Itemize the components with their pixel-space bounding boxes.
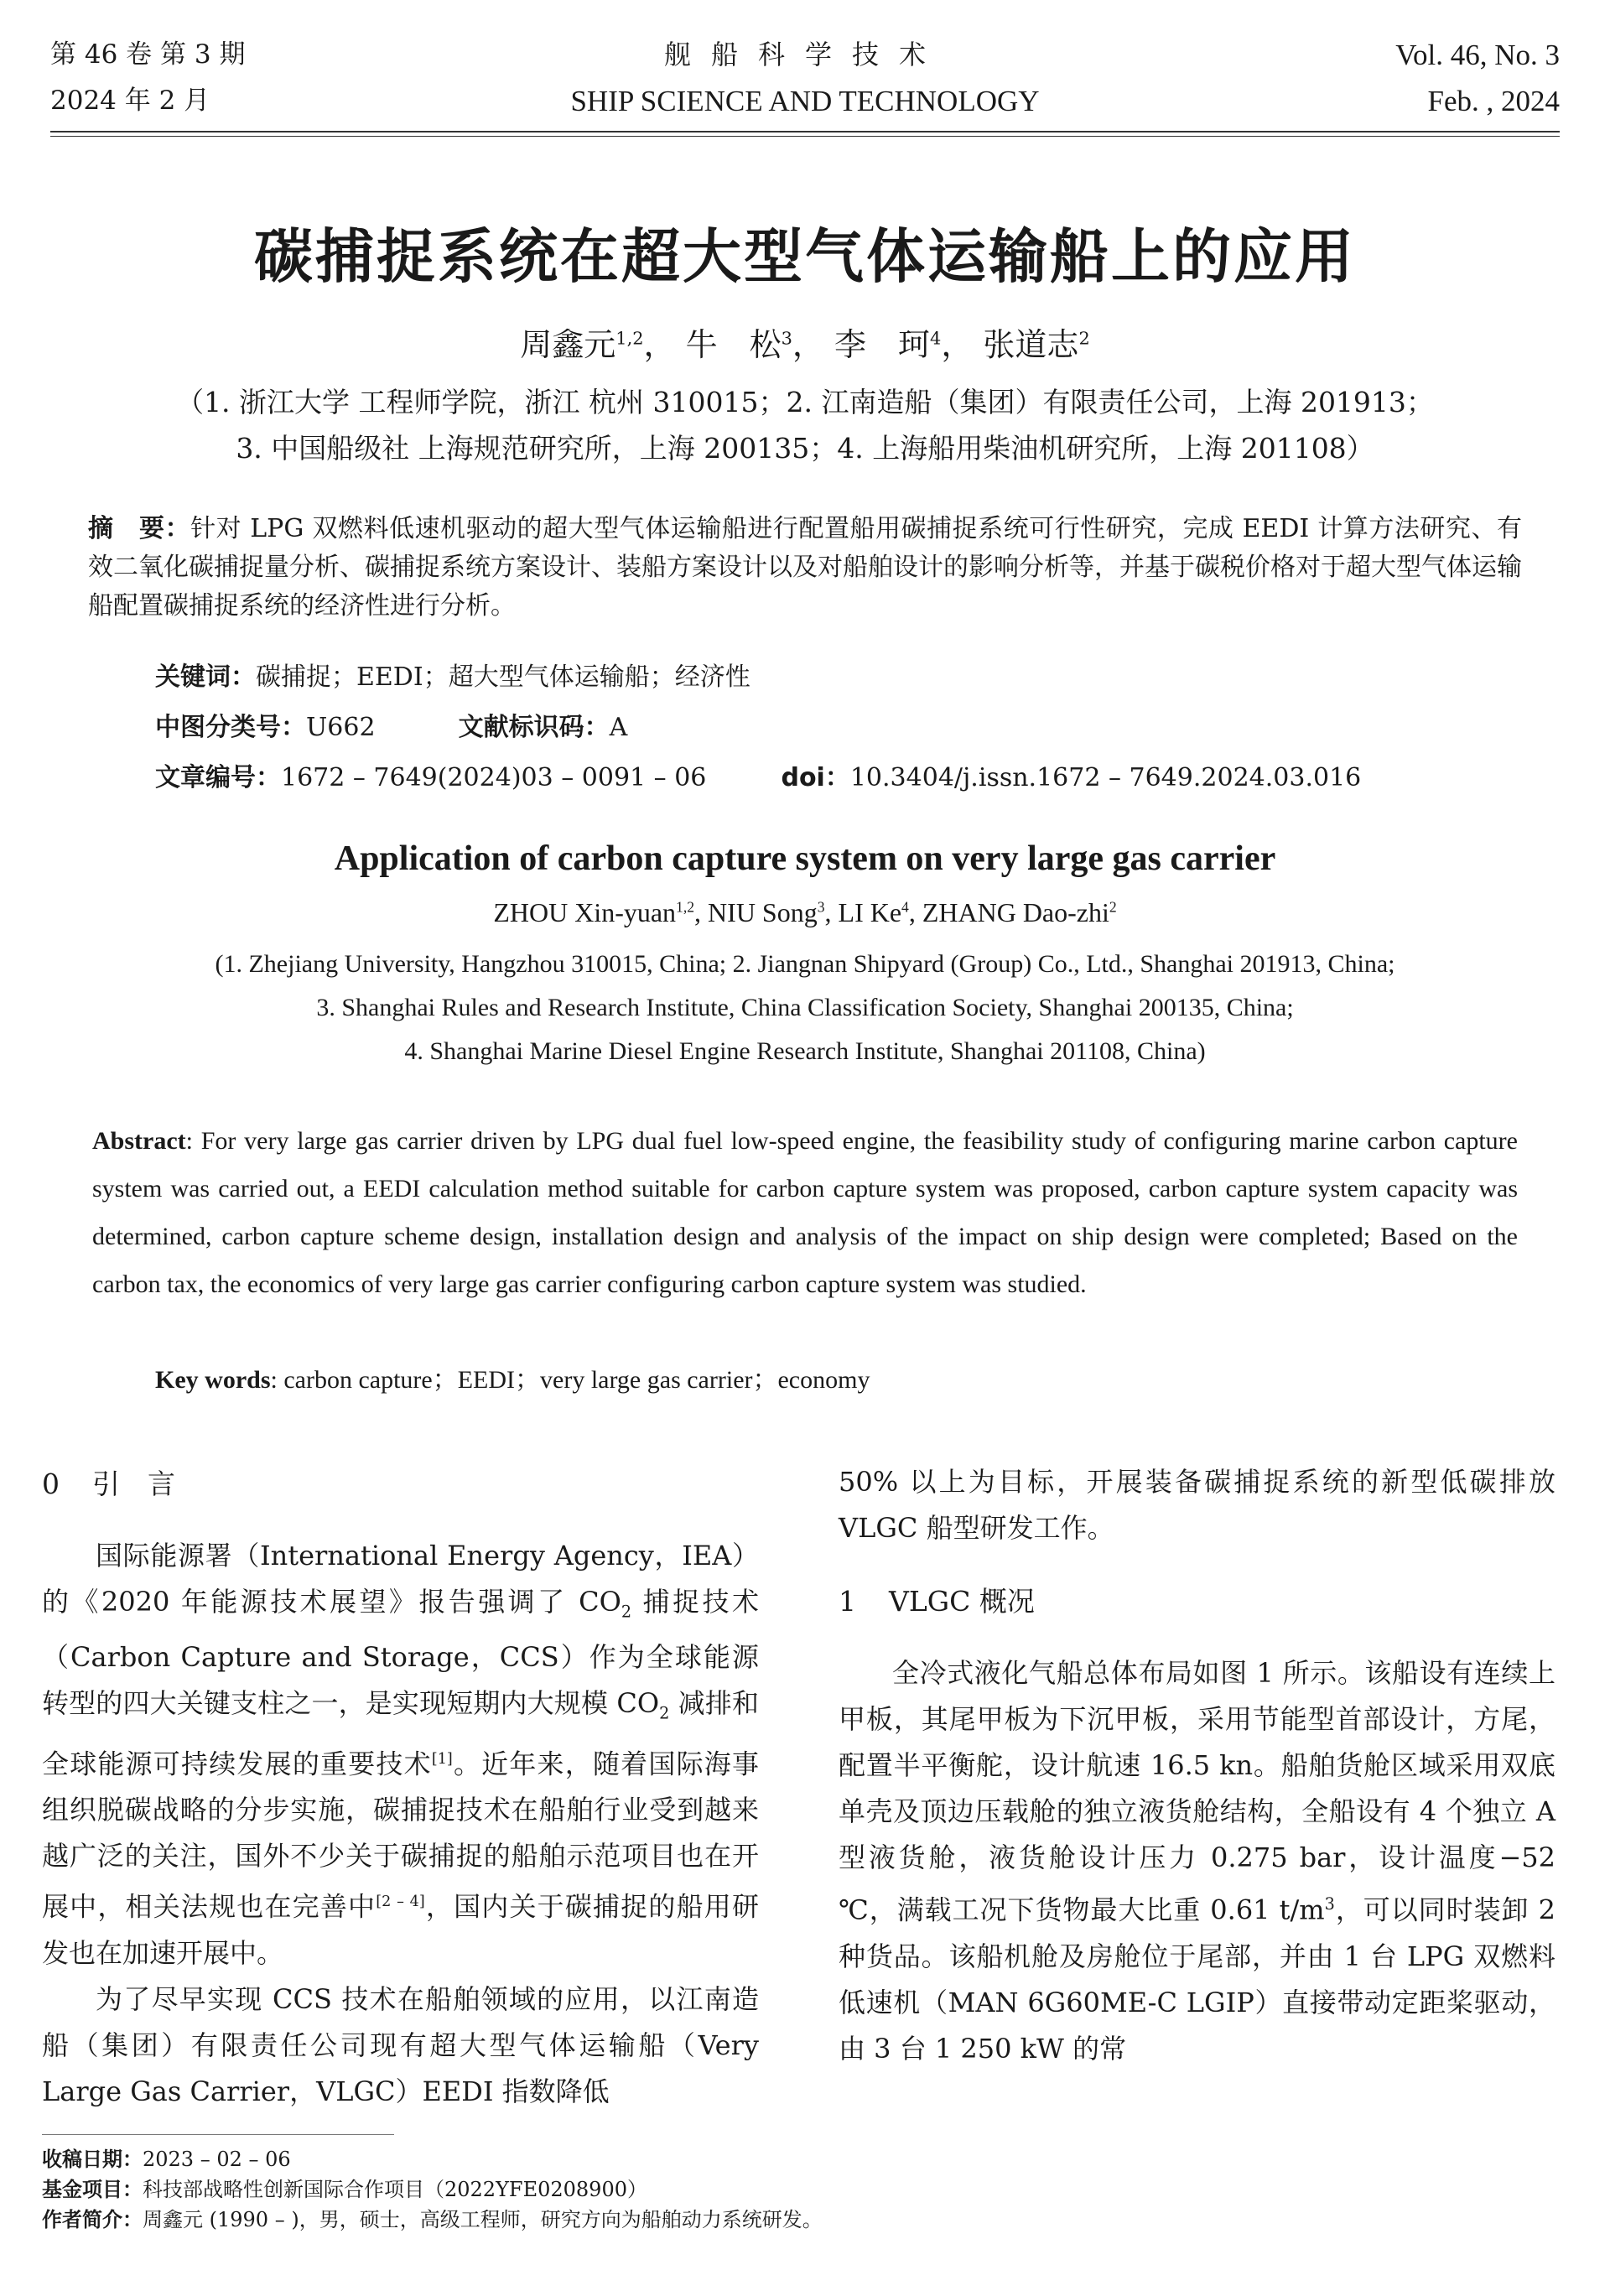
- article-no-value: 1672 – 7649(2024)03 – 0091 – 06: [281, 763, 707, 792]
- author-name: 周鑫元: [520, 326, 616, 363]
- body-column-right: [839, 1459, 1555, 2072]
- section-title: VLGC 概况: [889, 1585, 1035, 1618]
- affiliation-line: 4. Shanghai Marine Diesel Engine Research Institute, Shanghai 201108, China): [404, 1037, 1206, 1065]
- doi-label: doi：: [781, 763, 850, 792]
- volume-issue-cn: 第 46 卷 第 3 期: [50, 39, 246, 70]
- abstract-en: [92, 1117, 1518, 1308]
- keywords-text-en: : carbon capture；EEDI；very large gas carrier；economy: [270, 1366, 870, 1394]
- keywords-label-en: Key words: [155, 1366, 271, 1394]
- classification-row: [155, 709, 627, 746]
- page-header: [50, 32, 1560, 124]
- affiliations-en: [0, 943, 1610, 1073]
- issue-info-en: [1395, 32, 1560, 124]
- volume-issue-en: Vol. 46, No. 3: [1395, 39, 1560, 71]
- paragraph-continued: 50% 以上为目标，开展装备碳捕捉系统的新型低碳排放 VLGC 船型研发工作。: [839, 1466, 1555, 1544]
- clc-value: U662: [306, 713, 376, 742]
- abstract-label-cn: 摘 要：: [88, 514, 191, 543]
- header-rule-thin: [50, 136, 1560, 137]
- keywords-en: [155, 1358, 870, 1395]
- article-number-row: [155, 760, 1361, 797]
- author-bio: 作者简介：周鑫元 (1990 – )，男，硕士，高级工程师，研究方向为船舶动力系统研发。: [42, 2208, 823, 2231]
- author-affil-sup: 3: [817, 898, 825, 916]
- paper-title-cn: 碳捕捉系统在超大型气体运输船上的应用: [254, 222, 1356, 291]
- author-affil-sup: 1,2: [615, 328, 644, 349]
- paragraph: 全冷式液化气船总体布局如图 1 所示。该船设有连续上甲板，其尾甲板为下沉甲板，采用节能型首部设计，方尾，配置半平衡舵，设计航速 16.5 kn。船舶货舱区域采用双底单壳及顶边压载舱的独立液货舱结构，全船设有 4 个独立 A 型液货舱，液货舱设计压力 0.275 bar，设计温度−52 ℃，满载工况下货物最大比重 0.61 $t/m^3$，可以同时装卸 2 种货品。该船机舱及房舱位于尾部，并由 1 台 LPG 双燃料低速机（MAN 6G60ME-C LGIP）直接带动定距桨驱动，由 3 台 1 250 kW 的常: [839, 1657, 1555, 2065]
- author-name: ZHANG Dao-zhi: [922, 897, 1109, 927]
- doc-code-value: A: [609, 713, 628, 742]
- author-affil-sup: 2: [1078, 328, 1090, 349]
- affiliation-line: （1. 浙江大学 工程师学院，浙江 杭州 310015；2. 江南造船（集团）有限责任公司，上海 201913；: [176, 386, 1434, 418]
- article-no-label: 文章编号：: [155, 763, 281, 792]
- keywords-text-cn: 碳捕捉；EEDI；超大型气体运输船；经济性: [256, 662, 750, 692]
- doc-code-label: 文献标识码：: [458, 713, 610, 742]
- citation: [2 – 4]: [376, 1893, 425, 1911]
- affiliations-cn: [0, 379, 1610, 471]
- paragraph: 国际能源署（International Energy Agency，IEA）的《2020 年能源技术展望》报告强调了 $CO_2$ 捕捉技术（Carbon Capture and Storage，CCS）作为全球能源转型的四大关键支柱之一，是实现短期内大规模 $CO_2$ 减排和全球能源可持续发展的重要技术[1]。近年来，随着国际海事组织脱碳战略的分步实施，碳捕捉技术在船舶行业受到越来越广泛的关注，国外不少关于碳捕捉的船舶示范项目也在开展中，相关法规也在完善中[2 – 4]，国内关于碳捕捉的船用研发也在加速开展中。: [42, 1540, 759, 1970]
- paragraph: 为了尽早实现 CCS 技术在船舶领域的应用，以江南造船（集团）有限责任公司现有超大型气体运输船（Very Large Gas Carrier，VLGC）EEDI 指数降低: [42, 1983, 759, 2108]
- authors-cn: 周鑫元$^{1,2}$， 牛 松$^3$， 李 珂$^4$， 张道志$^2$: [520, 326, 1090, 363]
- author-affil-sup: 4: [901, 898, 909, 916]
- citation: [1]: [431, 1750, 453, 1768]
- authors-en: ZHOU Xin-yuan$^{1,2}$, NIU Song$^3$, LI Ke$^4$, ZHANG Dao-zhi$^2$: [493, 897, 1117, 927]
- journal-name: [50, 32, 1560, 124]
- clc-label: 中图分类号：: [155, 713, 306, 742]
- section-number: 0: [42, 1467, 60, 1500]
- author-affil-sup: 2: [1109, 898, 1117, 916]
- section-title: 引 言: [92, 1467, 175, 1500]
- author-affil-sup: 1,2: [676, 898, 695, 916]
- author-name: LI Ke: [838, 897, 902, 927]
- header-rule: [50, 131, 1560, 132]
- section-heading-0: [42, 1459, 759, 1509]
- keywords-cn: [155, 659, 750, 696]
- doi-value: 10.3404/j.issn.1672 – 7649.2024.03.016: [849, 763, 1362, 792]
- author-name: NIU Song: [708, 897, 818, 927]
- author-name: 李 珂: [834, 326, 931, 363]
- author-name: 张道志: [983, 326, 1079, 363]
- abstract-cn: [88, 510, 1522, 626]
- abstract-text-cn: 针对 LPG 双燃料低速机驱动的超大型气体运输船进行配置船用碳捕捉系统可行性研究，完成 EEDI 计算方法研究、有效二氧化碳捕捉量分析、碳捕捉系统方案设计、装船方案设计以及对船舶设计的影响分析等，并基于碳税价格对于超大型气体运输船配置碳捕捉系统的经济性进行分析。: [88, 514, 1523, 621]
- author-name: 牛 松: [685, 326, 782, 363]
- journal-name-cn: 舰船科学技术: [663, 39, 946, 70]
- paper-title-en: Application of carbon capture system on very large gas carrier: [334, 839, 1276, 878]
- received-date: 收稿日期：2023 – 02 – 06: [42, 2148, 291, 2171]
- body-column-left: [42, 1459, 759, 2115]
- author-affil-sup: 3: [781, 328, 792, 349]
- affiliation-line: 3. 中国船级社 上海规范研究所，上海 200135；4. 上海船用柴油机研究所，上海 201108）: [236, 432, 1374, 465]
- footnote: [42, 2144, 823, 2235]
- author-name: ZHOU Xin-yuan: [493, 897, 677, 927]
- journal-name-en: SHIP SCIENCE AND TECHNOLOGY: [570, 85, 1040, 117]
- abstract-text-en: : For very large gas carrier driven by LPG dual fuel low-speed engine, the feasibility study of configuring marine carbon capture system was carried out, a EEDI calculation method suitable for carbon capture system was proposed, carbon capture system capacity was determined, carbon capture scheme design, installation design and analysis of the impact on ship design were completed; Based on the carbon tax, the economics of very large gas carrier configuring carbon capture system was studied.: [92, 1127, 1518, 1298]
- affiliation-line: 3. Shanghai Rules and Research Institute, China Classification Society, Shanghai 200135, China;: [316, 994, 1294, 1021]
- abstract-label-en: Abstract: [92, 1127, 186, 1155]
- section-number: 1: [839, 1585, 856, 1618]
- funding: 基金项目：科技部战略性创新国际合作项目（2022YFE0208900）: [42, 2178, 647, 2201]
- author-affil-sup: 4: [930, 328, 942, 349]
- date-en: Feb. , 2024: [1427, 85, 1560, 117]
- affiliation-line: (1. Zhejiang University, Hangzhou 310015, China; 2. Jiangnan Shipyard (Group) Co., Ltd., Shanghai 201913, China;: [215, 950, 1395, 978]
- date-cn: 2024 年 2 月: [50, 86, 210, 116]
- footnote-rule: [42, 2134, 394, 2135]
- keywords-label-cn: 关键词：: [155, 662, 256, 692]
- section-heading-1: [839, 1577, 1555, 1627]
